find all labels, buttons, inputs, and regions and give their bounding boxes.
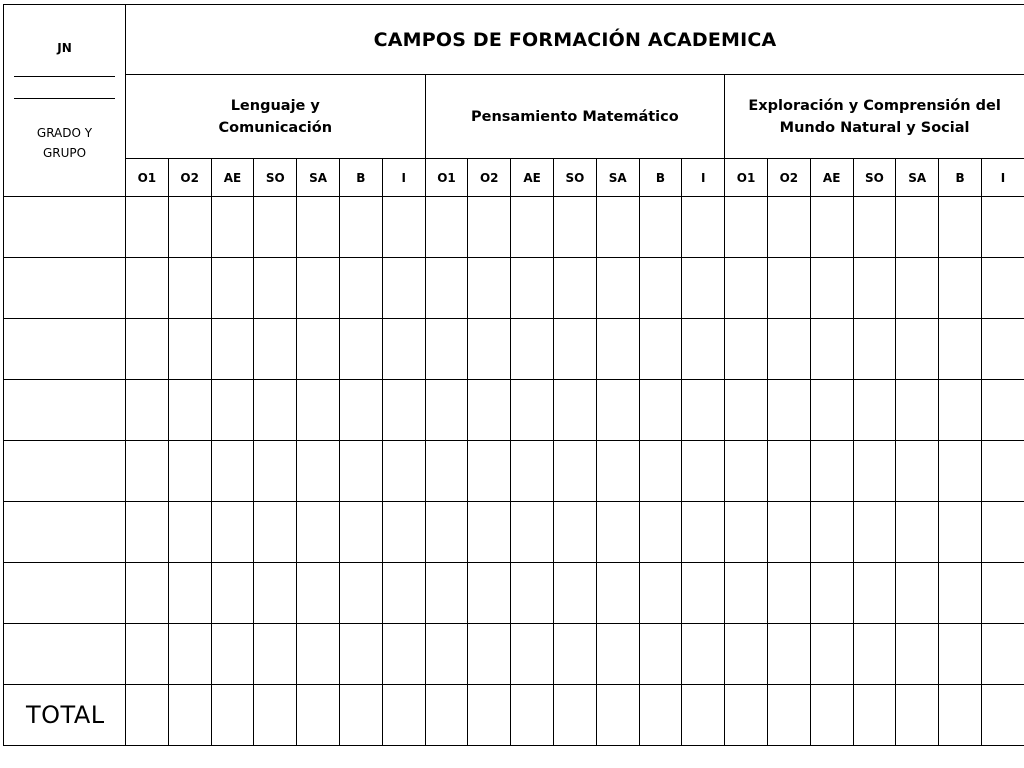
table-cell[interactable] bbox=[767, 319, 810, 380]
table-cell[interactable] bbox=[297, 380, 340, 441]
table-cell[interactable] bbox=[596, 441, 639, 502]
table-cell[interactable] bbox=[810, 380, 853, 441]
table-cell[interactable] bbox=[425, 563, 468, 624]
table-cell[interactable] bbox=[596, 563, 639, 624]
table-cell[interactable] bbox=[297, 502, 340, 563]
table-cell[interactable] bbox=[639, 319, 682, 380]
table-title: CAMPOS DE FORMACIÓN ACADEMICA bbox=[126, 5, 1024, 75]
table-cell[interactable] bbox=[810, 624, 853, 685]
student-name-cell[interactable] bbox=[4, 319, 126, 380]
table-cell[interactable] bbox=[639, 380, 682, 441]
total-cell[interactable] bbox=[168, 685, 211, 746]
code-header-cell: O2 bbox=[168, 159, 211, 197]
table-cell[interactable] bbox=[767, 624, 810, 685]
code-header-cell: O1 bbox=[725, 159, 768, 197]
table-cell[interactable] bbox=[126, 563, 169, 624]
table-cell[interactable] bbox=[725, 563, 768, 624]
table-cell[interactable] bbox=[211, 563, 254, 624]
table-cell[interactable] bbox=[339, 380, 382, 441]
table-cell[interactable] bbox=[211, 258, 254, 319]
total-cell[interactable] bbox=[767, 685, 810, 746]
table-cell[interactable] bbox=[425, 258, 468, 319]
table-cell[interactable] bbox=[126, 258, 169, 319]
header-corner-cell bbox=[4, 5, 126, 197]
table-cell[interactable] bbox=[767, 197, 810, 258]
table-cell[interactable] bbox=[939, 258, 982, 319]
student-name-cell[interactable] bbox=[4, 563, 126, 624]
table-cell[interactable] bbox=[339, 563, 382, 624]
table-cell[interactable] bbox=[896, 624, 939, 685]
total-cell[interactable] bbox=[810, 685, 853, 746]
total-cell[interactable] bbox=[382, 685, 425, 746]
code-header-cell: B bbox=[939, 159, 982, 197]
table-cell[interactable] bbox=[126, 319, 169, 380]
student-name-cell[interactable] bbox=[4, 441, 126, 502]
table-cell[interactable] bbox=[939, 502, 982, 563]
code-header-cell: AE bbox=[810, 159, 853, 197]
total-cell[interactable] bbox=[339, 685, 382, 746]
total-cell[interactable] bbox=[896, 685, 939, 746]
table-cell[interactable] bbox=[682, 563, 725, 624]
table-cell[interactable] bbox=[553, 319, 596, 380]
table-cell[interactable] bbox=[425, 319, 468, 380]
table-cell[interactable] bbox=[382, 441, 425, 502]
total-cell[interactable] bbox=[511, 685, 554, 746]
table-cell[interactable] bbox=[725, 197, 768, 258]
table-cell[interactable] bbox=[511, 441, 554, 502]
table-cell[interactable] bbox=[896, 563, 939, 624]
table-cell[interactable] bbox=[810, 563, 853, 624]
table-cell[interactable] bbox=[511, 197, 554, 258]
table-cell[interactable] bbox=[553, 258, 596, 319]
table-cell[interactable] bbox=[339, 441, 382, 502]
table-cell[interactable] bbox=[211, 441, 254, 502]
table-cell[interactable] bbox=[254, 624, 297, 685]
total-cell[interactable] bbox=[596, 685, 639, 746]
table-cell[interactable] bbox=[511, 563, 554, 624]
group-fill-line bbox=[14, 98, 115, 99]
table-cell[interactable] bbox=[596, 624, 639, 685]
table-cell[interactable] bbox=[553, 380, 596, 441]
code-header-cell: O1 bbox=[425, 159, 468, 197]
table-cell[interactable] bbox=[254, 258, 297, 319]
table-cell[interactable] bbox=[853, 258, 896, 319]
field-language: Lenguaje y Comunicación bbox=[126, 75, 426, 159]
table-cell[interactable] bbox=[297, 258, 340, 319]
table-cell[interactable] bbox=[126, 502, 169, 563]
table-cell[interactable] bbox=[810, 197, 853, 258]
table-cell[interactable] bbox=[168, 624, 211, 685]
table-cell[interactable] bbox=[382, 380, 425, 441]
table-cell[interactable] bbox=[168, 563, 211, 624]
table-cell[interactable] bbox=[639, 441, 682, 502]
codes-row bbox=[4, 159, 1024, 197]
code-header-cell: B bbox=[639, 159, 682, 197]
total-cell[interactable] bbox=[126, 685, 169, 746]
code-header-cell: SA bbox=[596, 159, 639, 197]
table-cell[interactable] bbox=[896, 197, 939, 258]
table-cell[interactable] bbox=[896, 319, 939, 380]
student-name-cell[interactable] bbox=[4, 502, 126, 563]
table-cell[interactable] bbox=[853, 380, 896, 441]
table-cell[interactable] bbox=[511, 319, 554, 380]
total-cell[interactable] bbox=[468, 685, 511, 746]
table-cell[interactable] bbox=[297, 197, 340, 258]
table-cell[interactable] bbox=[468, 441, 511, 502]
group-label: GRADO Y GRUPO bbox=[36, 126, 93, 160]
table-cell[interactable] bbox=[725, 624, 768, 685]
total-label: TOTAL bbox=[4, 685, 126, 746]
table-cell[interactable] bbox=[339, 319, 382, 380]
total-cell[interactable] bbox=[853, 685, 896, 746]
table-cell[interactable] bbox=[981, 380, 1024, 441]
table-cell[interactable] bbox=[939, 624, 982, 685]
total-cell[interactable] bbox=[725, 685, 768, 746]
table-cell[interactable] bbox=[297, 624, 340, 685]
total-row bbox=[4, 685, 1024, 746]
table-cell[interactable] bbox=[425, 380, 468, 441]
table-cell[interactable] bbox=[981, 197, 1024, 258]
table-cell[interactable] bbox=[297, 441, 340, 502]
table-cell[interactable] bbox=[254, 502, 297, 563]
table-cell[interactable] bbox=[511, 258, 554, 319]
table-cell[interactable] bbox=[211, 502, 254, 563]
table-cell[interactable] bbox=[468, 502, 511, 563]
table-row bbox=[4, 319, 1024, 380]
table-cell[interactable] bbox=[767, 563, 810, 624]
total-cell[interactable] bbox=[553, 685, 596, 746]
table-cell[interactable] bbox=[297, 319, 340, 380]
table-cell[interactable] bbox=[810, 319, 853, 380]
table-cell[interactable] bbox=[382, 624, 425, 685]
table-row bbox=[4, 380, 1024, 441]
code-header-cell: O2 bbox=[468, 159, 511, 197]
table-cell[interactable] bbox=[896, 441, 939, 502]
table-cell[interactable] bbox=[939, 197, 982, 258]
table-cell[interactable] bbox=[596, 319, 639, 380]
student-name-cell[interactable] bbox=[4, 380, 126, 441]
table-cell[interactable] bbox=[981, 319, 1024, 380]
table-cell[interactable] bbox=[682, 380, 725, 441]
table-cell[interactable] bbox=[168, 258, 211, 319]
table-cell[interactable] bbox=[382, 258, 425, 319]
table-cell[interactable] bbox=[725, 258, 768, 319]
table-cell[interactable] bbox=[981, 441, 1024, 502]
total-cell[interactable] bbox=[639, 685, 682, 746]
field-exploration: Exploración y Comprensión del Mundo Natural y Social bbox=[725, 75, 1024, 159]
school-label: JN bbox=[57, 41, 72, 55]
table-cell[interactable] bbox=[767, 502, 810, 563]
code-header-cell: O2 bbox=[767, 159, 810, 197]
table-cell[interactable] bbox=[382, 502, 425, 563]
code-header-cell: I bbox=[981, 159, 1024, 197]
table-cell[interactable] bbox=[682, 197, 725, 258]
code-header-cell: SA bbox=[297, 159, 340, 197]
table-cell[interactable] bbox=[511, 380, 554, 441]
table-cell[interactable] bbox=[682, 624, 725, 685]
table-cell[interactable] bbox=[382, 197, 425, 258]
code-header-cell: B bbox=[339, 159, 382, 197]
table-cell[interactable] bbox=[810, 502, 853, 563]
table-cell[interactable] bbox=[767, 258, 810, 319]
table-cell[interactable] bbox=[896, 258, 939, 319]
table-cell[interactable] bbox=[211, 380, 254, 441]
table-cell[interactable] bbox=[425, 624, 468, 685]
field-math: Pensamiento Matemático bbox=[425, 75, 725, 159]
table-cell[interactable] bbox=[639, 197, 682, 258]
table-cell[interactable] bbox=[254, 319, 297, 380]
table-cell[interactable] bbox=[297, 563, 340, 624]
code-header-cell: O1 bbox=[126, 159, 169, 197]
total-cell[interactable] bbox=[425, 685, 468, 746]
code-header-cell: I bbox=[682, 159, 725, 197]
table-cell[interactable] bbox=[468, 319, 511, 380]
table-cell[interactable] bbox=[853, 319, 896, 380]
table-cell[interactable] bbox=[639, 563, 682, 624]
table-cell[interactable] bbox=[211, 319, 254, 380]
table-cell[interactable] bbox=[810, 258, 853, 319]
table-cell[interactable] bbox=[468, 563, 511, 624]
table-cell[interactable] bbox=[682, 502, 725, 563]
table-cell[interactable] bbox=[126, 380, 169, 441]
table-cell[interactable] bbox=[725, 502, 768, 563]
code-header-cell: I bbox=[382, 159, 425, 197]
total-cell[interactable] bbox=[254, 685, 297, 746]
table-cell[interactable] bbox=[553, 624, 596, 685]
table-cell[interactable] bbox=[810, 441, 853, 502]
code-header-cell: AE bbox=[211, 159, 254, 197]
table-cell[interactable] bbox=[553, 502, 596, 563]
student-name-cell[interactable] bbox=[4, 624, 126, 685]
table-cell[interactable] bbox=[254, 380, 297, 441]
table-cell[interactable] bbox=[896, 380, 939, 441]
table-cell[interactable] bbox=[168, 197, 211, 258]
table-cell[interactable] bbox=[767, 380, 810, 441]
table-cell[interactable] bbox=[511, 624, 554, 685]
table-cell[interactable] bbox=[168, 441, 211, 502]
table-cell[interactable] bbox=[211, 197, 254, 258]
table-cell[interactable] bbox=[853, 502, 896, 563]
total-cell[interactable] bbox=[682, 685, 725, 746]
table-cell[interactable] bbox=[339, 502, 382, 563]
table-cell[interactable] bbox=[339, 197, 382, 258]
table-row bbox=[4, 563, 1024, 624]
table-cell[interactable] bbox=[168, 380, 211, 441]
code-header-cell: SA bbox=[896, 159, 939, 197]
table-cell[interactable] bbox=[939, 441, 982, 502]
school-fill-line bbox=[14, 76, 115, 77]
student-name-cell[interactable] bbox=[4, 258, 126, 319]
table-cell[interactable] bbox=[939, 563, 982, 624]
table-cell[interactable] bbox=[382, 319, 425, 380]
table-cell[interactable] bbox=[254, 441, 297, 502]
table-cell[interactable] bbox=[682, 319, 725, 380]
total-cell[interactable] bbox=[981, 685, 1024, 746]
table-cell[interactable] bbox=[596, 502, 639, 563]
table-cell[interactable] bbox=[725, 441, 768, 502]
table-cell[interactable] bbox=[639, 502, 682, 563]
total-cell[interactable] bbox=[211, 685, 254, 746]
table-cell[interactable] bbox=[168, 502, 211, 563]
total-cell[interactable] bbox=[297, 685, 340, 746]
table-cell[interactable] bbox=[896, 502, 939, 563]
table-row bbox=[4, 258, 1024, 319]
table-cell[interactable] bbox=[468, 197, 511, 258]
code-header-cell: SO bbox=[254, 159, 297, 197]
table-cell[interactable] bbox=[981, 502, 1024, 563]
table-cell[interactable] bbox=[767, 441, 810, 502]
table-cell[interactable] bbox=[168, 319, 211, 380]
table-cell[interactable] bbox=[939, 319, 982, 380]
table-cell[interactable] bbox=[682, 258, 725, 319]
table-row bbox=[4, 197, 1024, 258]
table-cell[interactable] bbox=[596, 197, 639, 258]
code-header-cell: AE bbox=[511, 159, 554, 197]
table-cell[interactable] bbox=[853, 197, 896, 258]
table-cell[interactable] bbox=[126, 197, 169, 258]
table-cell[interactable] bbox=[425, 441, 468, 502]
table-cell[interactable] bbox=[339, 624, 382, 685]
table-cell[interactable] bbox=[939, 380, 982, 441]
table-cell[interactable] bbox=[254, 197, 297, 258]
table-cell[interactable] bbox=[853, 624, 896, 685]
table-cell[interactable] bbox=[382, 563, 425, 624]
total-cell[interactable] bbox=[939, 685, 982, 746]
table-cell[interactable] bbox=[211, 624, 254, 685]
table-cell[interactable] bbox=[725, 380, 768, 441]
table-cell[interactable] bbox=[126, 441, 169, 502]
table-cell[interactable] bbox=[596, 258, 639, 319]
table-cell[interactable] bbox=[425, 502, 468, 563]
table-cell[interactable] bbox=[639, 624, 682, 685]
student-name-cell[interactable] bbox=[4, 197, 126, 258]
table-cell[interactable] bbox=[425, 197, 468, 258]
table-cell[interactable] bbox=[126, 624, 169, 685]
table-cell[interactable] bbox=[553, 197, 596, 258]
table-row bbox=[4, 441, 1024, 502]
table-cell[interactable] bbox=[981, 624, 1024, 685]
table-cell[interactable] bbox=[254, 563, 297, 624]
table-row bbox=[4, 502, 1024, 563]
table-cell[interactable] bbox=[981, 258, 1024, 319]
table-cell[interactable] bbox=[682, 441, 725, 502]
table-cell[interactable] bbox=[981, 563, 1024, 624]
table-cell[interactable] bbox=[853, 441, 896, 502]
table-cell[interactable] bbox=[639, 258, 682, 319]
table-cell[interactable] bbox=[468, 258, 511, 319]
table-cell[interactable] bbox=[553, 441, 596, 502]
table-cell[interactable] bbox=[596, 380, 639, 441]
academic-fields-table bbox=[3, 4, 1024, 746]
table-row bbox=[4, 624, 1024, 685]
table-cell[interactable] bbox=[553, 563, 596, 624]
table-cell[interactable] bbox=[468, 624, 511, 685]
table-body bbox=[4, 197, 1024, 746]
table-cell[interactable] bbox=[725, 319, 768, 380]
table-cell[interactable] bbox=[468, 380, 511, 441]
table-cell[interactable] bbox=[511, 502, 554, 563]
table-cell[interactable] bbox=[339, 258, 382, 319]
table-cell[interactable] bbox=[853, 563, 896, 624]
code-header-cell: SO bbox=[553, 159, 596, 197]
code-header-cell: SO bbox=[853, 159, 896, 197]
